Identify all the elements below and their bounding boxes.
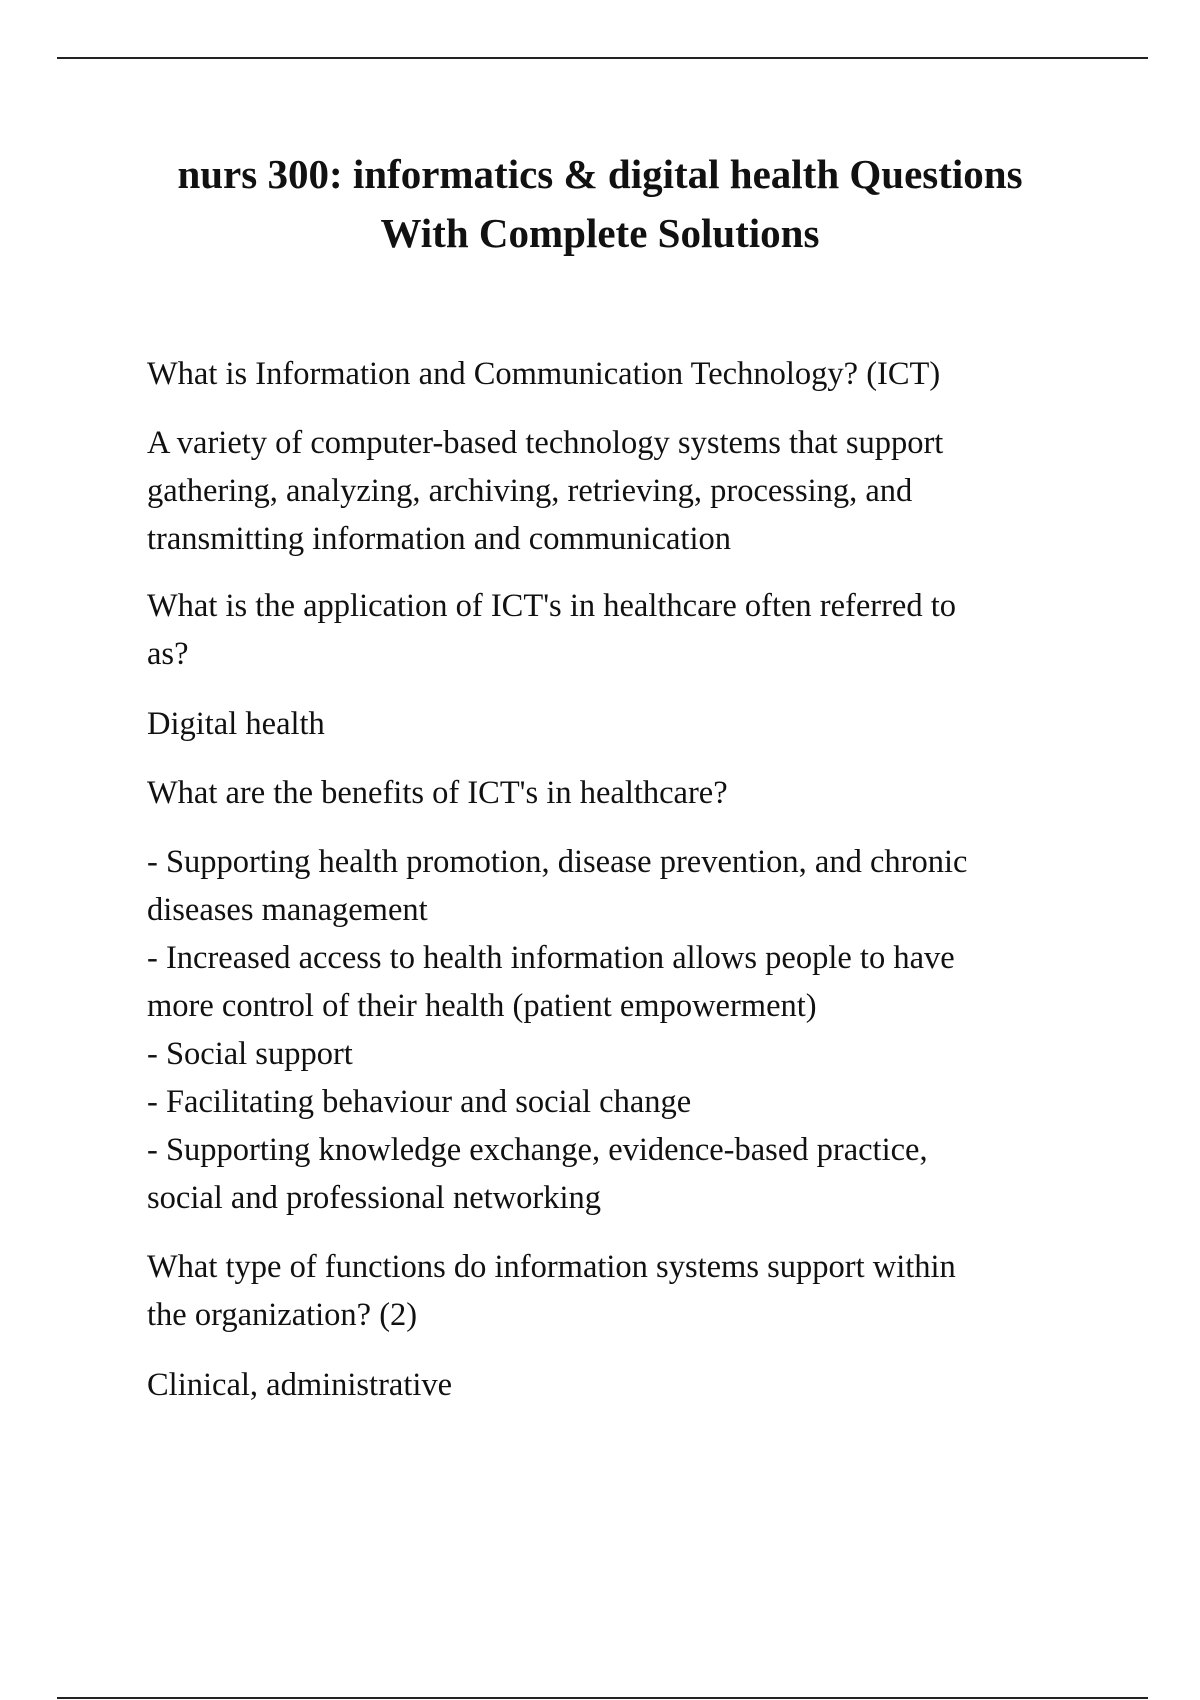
answer-1 (147, 419, 1077, 563)
text-line: What is the application of ICT's in healthcare often referred to (147, 588, 956, 624)
text-line: - Facilitating behaviour and social change (147, 1084, 692, 1120)
text-line: transmitting information and communication (147, 521, 731, 557)
text-line: Digital health (147, 706, 325, 742)
text-line: What is Information and Communication Technology? (ICT) (147, 356, 941, 392)
text-line: What are the benefits of ICT's in healthcare? (147, 775, 728, 811)
text-line: What type of functions do information systems support within (147, 1249, 956, 1285)
answer-2 (147, 700, 1077, 748)
text-line: as? (147, 636, 189, 672)
question-1 (147, 350, 1077, 398)
text-line: social and professional networking (147, 1180, 601, 1216)
title-line: nurs 300: informatics & digital health Questions (177, 151, 1023, 197)
document-title (100, 145, 1100, 263)
text-line: more control of their health (patient empowerment) (147, 988, 817, 1024)
title-line: With Complete Solutions (380, 210, 820, 256)
text-line: gathering, analyzing, archiving, retrieving, processing, and (147, 473, 913, 509)
text-line: - Increased access to health information allows people to have (147, 940, 955, 976)
text-line: Clinical, administrative (147, 1367, 453, 1403)
question-4 (147, 1243, 1077, 1339)
footer-rule (57, 1697, 1148, 1699)
question-2 (147, 582, 1077, 678)
header-rule (57, 57, 1148, 59)
question-3 (147, 769, 1077, 817)
text-line: - Supporting knowledge exchange, evidence-based practice, (147, 1132, 928, 1168)
answer-3 (147, 838, 1077, 1222)
text-line: the organization? (2) (147, 1297, 418, 1333)
text-line: A variety of computer-based technology systems that support (147, 425, 944, 461)
answer-4 (147, 1361, 1077, 1409)
text-line: - Social support (147, 1036, 353, 1072)
text-line: - Supporting health promotion, disease prevention, and chronic (147, 844, 968, 880)
text-line: diseases management (147, 892, 428, 928)
